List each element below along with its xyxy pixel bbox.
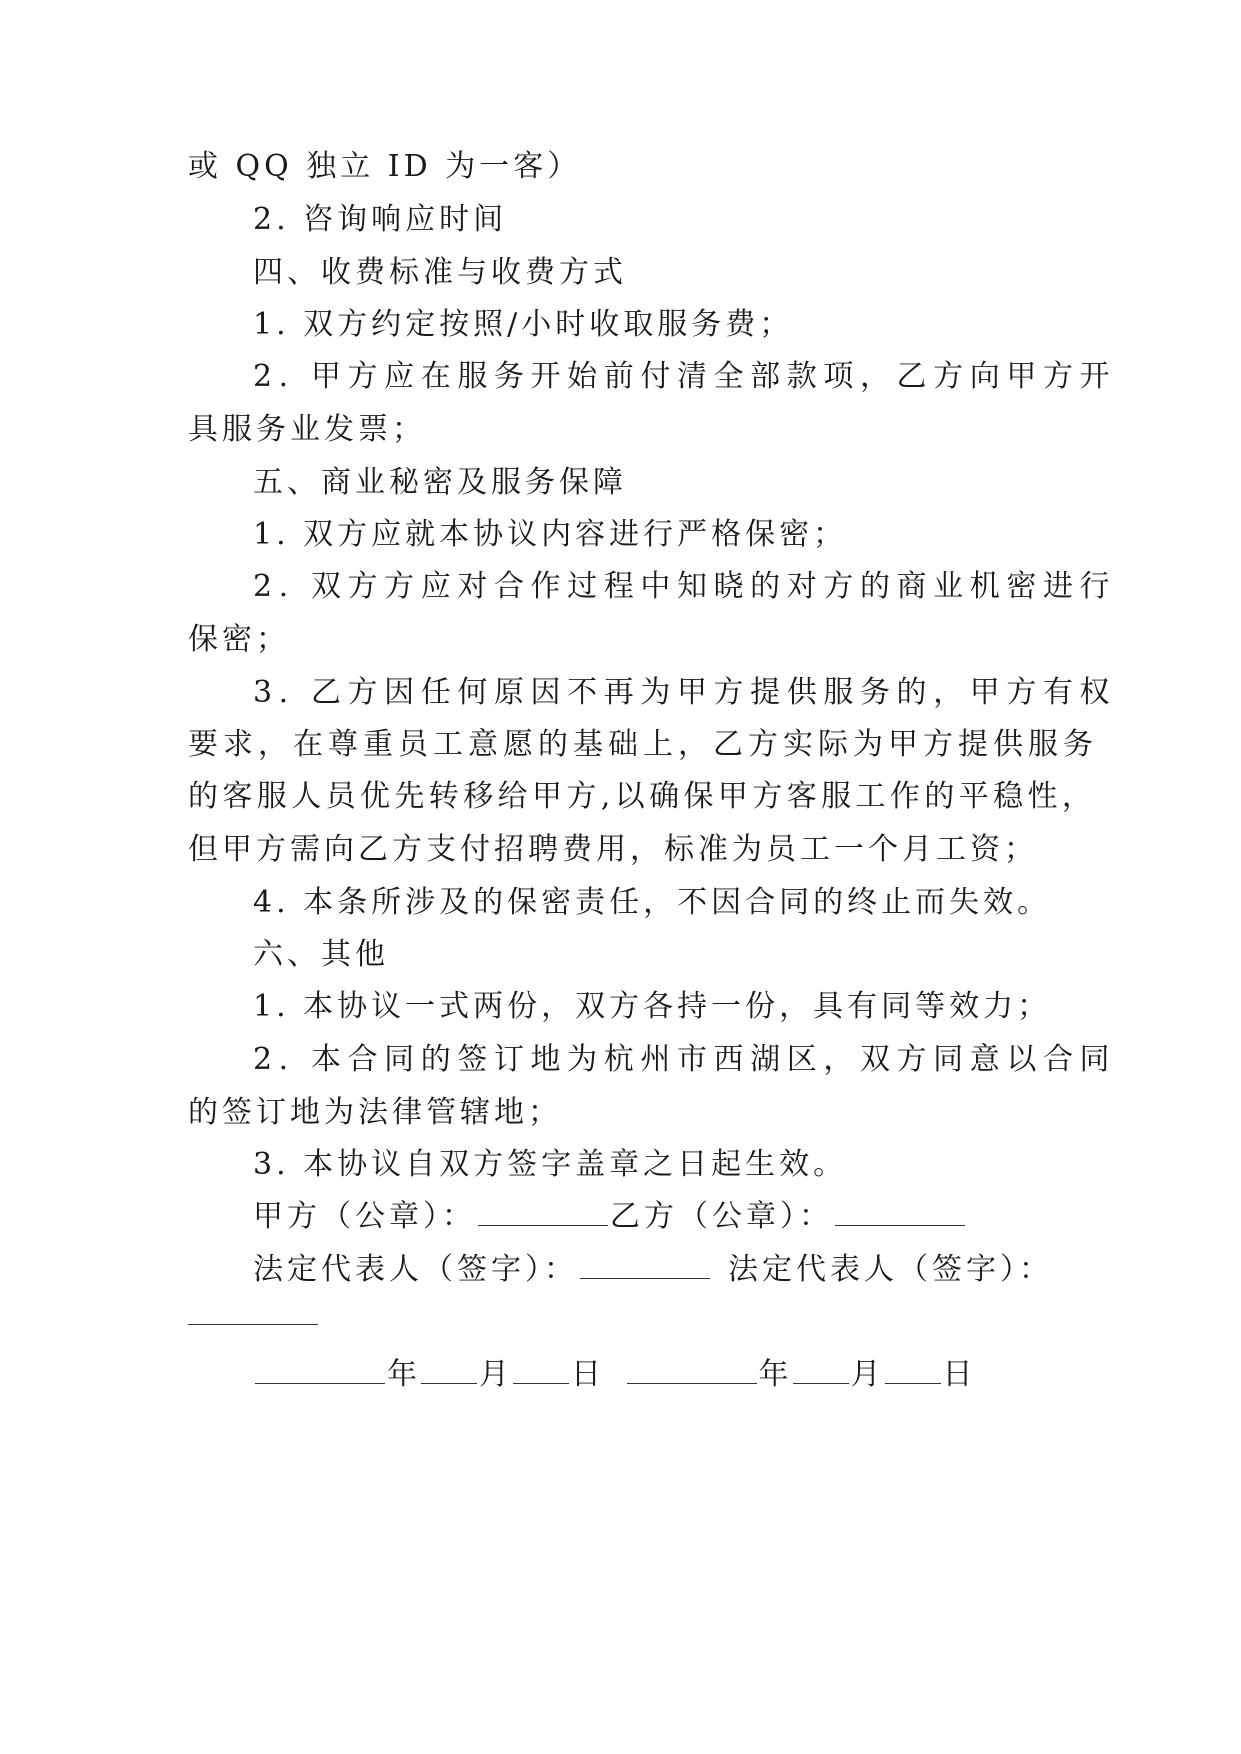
party-a-year-blank: [255, 1359, 385, 1384]
month-label: 月: [479, 1357, 511, 1392]
year-label: 年: [758, 1357, 791, 1392]
party-a-rep-label: 法定代表人（签字）：: [253, 1252, 578, 1287]
text-line: 的客服人员优先转移给甲方,以确保甲方客服工作的平稳性，: [188, 779, 1097, 814]
text-line: 1. 双方应就本协议内容进行严格保密；: [253, 517, 848, 552]
seal-line: [253, 1197, 1068, 1237]
text-line: 2. 甲方应在服务开始前付清全部款项，乙方向甲方开: [253, 359, 1117, 394]
text-line: 3. 本协议自双方签字盖章之日起生效。: [253, 1147, 848, 1182]
party-a-day-blank: [513, 1359, 569, 1384]
text-line: 要求，在尊重员工意愿的基础上，乙方实际为甲方提供服务: [188, 727, 1098, 762]
text-line: 保密；: [188, 622, 290, 657]
section-heading: 四、收费标准与收费方式: [253, 255, 627, 290]
text-line: 或 QQ 独立 ID 为一客）: [188, 149, 582, 184]
party-a-rep-blank: [580, 1254, 710, 1279]
text-line: 1. 本协议一式两份，双方各持一份，具有同等效力；: [253, 989, 1052, 1024]
section-heading: 五、商业秘密及服务保障: [253, 465, 627, 500]
day-label: 日: [571, 1357, 603, 1392]
party-b-month-blank: [793, 1359, 849, 1384]
month-label: 月: [850, 1357, 883, 1392]
party-b-rep-blank: [188, 1300, 318, 1325]
party-b-seal-blank: [835, 1201, 965, 1226]
day-label: 日: [942, 1357, 975, 1392]
text-line: 4. 本条所涉及的保密责任，不因合同的终止而失效。: [253, 885, 1052, 920]
party-a-month-blank: [421, 1359, 477, 1384]
text-line: 2. 双方方应对合作过程中知晓的对方的商业机密进行: [253, 569, 1117, 604]
party-b-seal-label: 乙方（公章）：: [610, 1199, 833, 1234]
text-line: 的签订地为法律管辖地；: [188, 1095, 562, 1130]
party-b-rep-label: 法定代表人（签字）：: [728, 1252, 1053, 1287]
text-line: 3. 乙方因任何原因不再为甲方提供服务的，甲方有权: [253, 675, 1117, 710]
party-a-seal-label: 甲方（公章）：: [253, 1199, 476, 1234]
date-line: [253, 1355, 1068, 1395]
text-line: 但甲方需向乙方支付招聘费用，标准为员工一个月工资；: [188, 832, 1038, 867]
text-line: 2. 咨询响应时间: [253, 202, 508, 237]
section-heading: 六、其他: [253, 937, 389, 972]
year-label: 年: [387, 1357, 419, 1392]
text-line: 2. 本合同的签订地为杭州市西湖区，双方同意以合同: [253, 1042, 1117, 1077]
representative-line: [253, 1250, 1068, 1290]
party-b-day-blank: [885, 1359, 941, 1384]
party-b-year-blank: [627, 1359, 757, 1384]
text-line: 具服务业发票；: [188, 412, 426, 447]
text-line: 1. 双方约定按照/小时收取服务费；: [253, 307, 794, 342]
party-a-seal-blank: [478, 1201, 608, 1226]
